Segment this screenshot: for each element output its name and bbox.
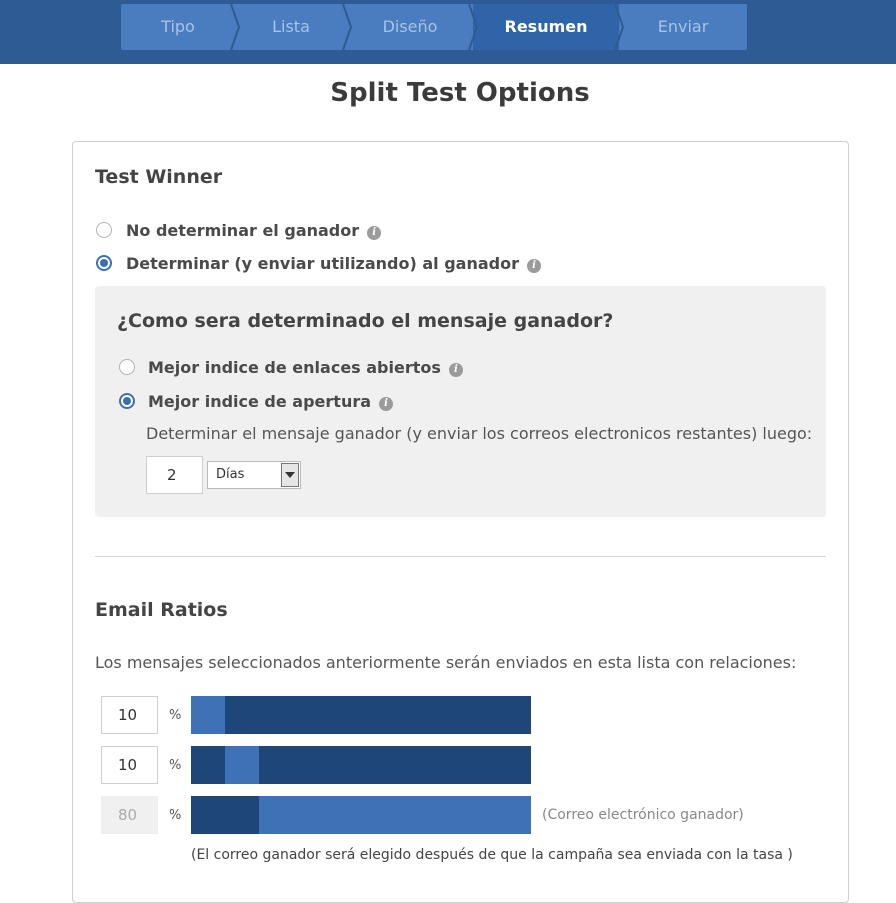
ratio-bar-segment: [259, 796, 531, 834]
step-diseno[interactable]: Diseño: [382, 17, 438, 36]
step-lista[interactable]: Lista: [272, 17, 310, 36]
percent-label: %: [169, 708, 182, 723]
option-determine-winner: [126, 254, 541, 273]
step-resumen[interactable]: Resumen: [473, 4, 619, 50]
criteria-heading: ¿Como sera determinado el mensaje ganador?: [117, 310, 614, 332]
delay-value-input[interactable]: [146, 456, 203, 494]
info-icon[interactable]: i: [449, 363, 463, 377]
step-tipo[interactable]: Tipo: [161, 17, 195, 36]
option-best-open-rate-label: Mejor indice de apertura: [148, 392, 372, 411]
option-no-winner: [126, 221, 381, 240]
step-enviar[interactable]: Enviar: [657, 17, 709, 36]
percent-label: %: [169, 758, 182, 773]
test-winner-heading: Test Winner: [95, 166, 223, 188]
delay-description: Determinar el mensaje ganador (y enviar los correos electronicos restantes) luego:: [146, 424, 813, 443]
ratio-bar-2: [191, 746, 531, 784]
info-icon[interactable]: i: [379, 397, 393, 411]
ratio-input-2[interactable]: [101, 746, 158, 784]
option-best-click-rate-label: Mejor indice de enlaces abiertos: [148, 358, 441, 377]
chevron-down-icon[interactable]: [281, 463, 299, 487]
option-no-winner-label: No determinar el ganador: [126, 221, 360, 240]
delay-unit-select[interactable]: [207, 461, 301, 489]
option-best-open-rate: [148, 392, 393, 411]
option-determine-winner-label: Determinar (y enviar utilizando) al ganador: [126, 254, 519, 273]
winner-footnote: (El correo ganador será elegido después de que la campaña sea enviada con la tasa ): [191, 847, 793, 863]
ratio-bar-segment: [191, 696, 225, 734]
section-divider: [95, 556, 826, 557]
email-ratios-description: Los mensajes seleccionados anteriormente serán enviados en esta lista con relaciones:: [95, 653, 797, 672]
radio-best-open-rate[interactable]: [119, 393, 135, 409]
ratio-input-winner: [101, 796, 158, 834]
page-title: Split Test Options: [330, 78, 590, 108]
delay-unit-value: Días: [216, 467, 245, 482]
radio-best-click-rate[interactable]: [119, 359, 135, 375]
ratio-bar-winner: [191, 796, 531, 834]
ratio-input-1[interactable]: [101, 696, 158, 734]
email-ratios-heading: Email Ratios: [95, 599, 228, 621]
option-best-click-rate: [148, 358, 463, 377]
winner-email-note: (Correo electrónico ganador): [542, 807, 744, 823]
info-icon[interactable]: i: [527, 259, 541, 273]
radio-no-winner[interactable]: [96, 222, 112, 238]
wizard-steps: [121, 4, 747, 50]
info-icon[interactable]: i: [367, 226, 381, 240]
ratio-bar-segment: [225, 746, 259, 784]
top-header: [0, 0, 896, 64]
percent-label: %: [169, 808, 182, 823]
ratio-bar-1: [191, 696, 531, 734]
step-separators: [121, 4, 747, 50]
radio-determine-winner[interactable]: [96, 255, 112, 271]
